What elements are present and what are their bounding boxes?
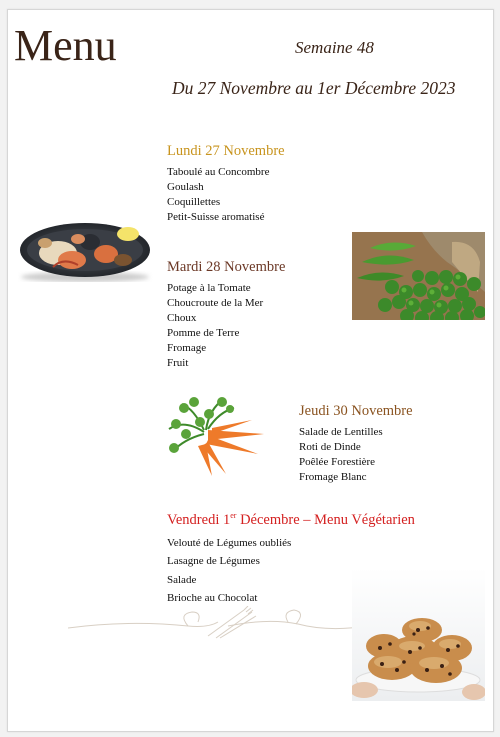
day-title-prefix: Vendredi 1: [167, 511, 231, 528]
dish-item: Salade de Lentilles: [299, 425, 383, 438]
dish-item: Coquillettes: [167, 195, 221, 208]
day-title: Mardi 28 Novembre: [167, 259, 286, 275]
dish-item: Fromage Blanc: [299, 470, 367, 483]
date-range: Du 27 Novembre au 1er Décembre 2023: [172, 78, 456, 98]
dish-item: Potage à la Tomate: [167, 281, 251, 294]
day-thursday: [299, 404, 413, 485]
dish-item: Brioche au Chocolat: [167, 592, 258, 605]
dish-item: Taboulé au Concombre: [167, 165, 270, 178]
cutlery-ornament: [68, 606, 368, 646]
dish-item: Fruit: [167, 356, 189, 369]
dish-list: [167, 281, 285, 371]
day-title-suffix: Décembre – Menu Végétarien: [236, 511, 415, 528]
day-title: Lundi 27 Novembre: [167, 143, 285, 159]
dish-item: Choux: [167, 311, 197, 324]
dish-item: Pomme de Terre: [167, 326, 240, 339]
week-label: Semaine 48: [295, 38, 374, 57]
green-peas-sack-photo: [352, 232, 485, 320]
day-monday: [167, 144, 285, 225]
dish-item: Fromage: [167, 341, 207, 354]
dish-item: Lasagne de Légumes: [167, 555, 260, 568]
dish-item: Roti de Dinde: [299, 440, 361, 453]
carrots-photo: [164, 394, 266, 476]
dish-item: Petit-Suisse aromatisé: [167, 210, 265, 223]
day-title: [167, 512, 415, 529]
dish-item: Salade: [167, 573, 197, 586]
menu-page: [7, 9, 494, 732]
day-title: Jeudi 30 Novembre: [299, 403, 413, 419]
dish-item: Velouté de Légumes oubliés: [167, 536, 292, 549]
dish-item: Poêlée Forestière: [299, 455, 376, 468]
day-tuesday: [167, 260, 285, 371]
dish-item: Goulash: [167, 180, 204, 193]
page-title: Menu: [14, 21, 117, 70]
day-title-superscript: er: [230, 511, 237, 520]
dish-item: Choucroute de la Mer: [167, 296, 264, 309]
chocolate-brioche-photo: [352, 568, 485, 701]
dish-list: [167, 165, 285, 225]
seafood-plate-photo: [18, 217, 153, 282]
dish-list: [299, 425, 413, 485]
